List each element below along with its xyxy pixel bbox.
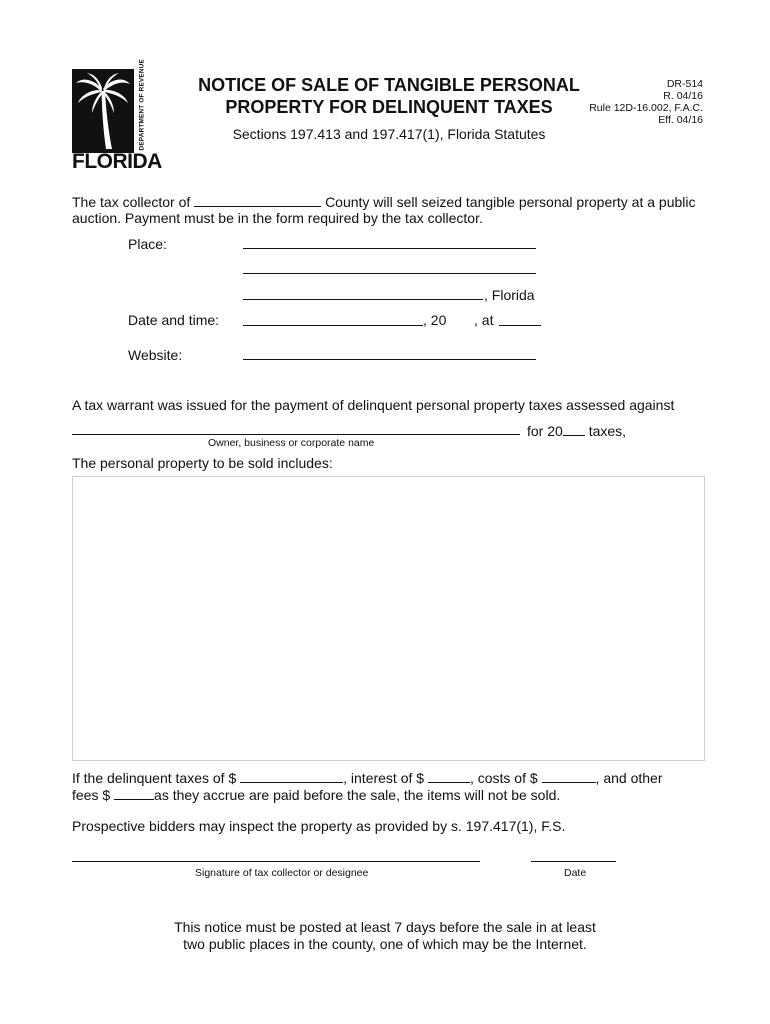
website-label: Website: [128,347,183,363]
statutes-subtitle: Sections 197.413 and 197.417(1), Florida Statutes [232,126,546,142]
posting-notice-line-2: two public places in the county, one of which may be the Internet. [183,936,587,952]
date-field[interactable] [243,325,423,326]
at-label: , at [474,312,494,328]
interest-label: , interest of $ [343,770,425,786]
intro-line-1 [72,193,696,211]
for-year-label: for 20 [527,423,563,439]
department-label [134,59,146,153]
page-title [180,74,598,118]
posting-notice [160,919,610,953]
costs-field[interactable] [542,769,596,783]
owner-caption: Owner, business or corporate name [208,437,375,449]
date-caption: Date [564,867,587,879]
signature-field[interactable] [72,861,480,862]
fees-line-1 [72,769,662,787]
taxes-label: taxes, [588,423,627,439]
date-time-label: Date and time: [128,312,220,328]
year-label: , 20 [423,312,447,328]
form-number-block [560,78,703,126]
state-wordmark: FLORIDA [72,150,162,173]
other-fees-label: fees $ [72,787,111,803]
warrant-text: A tax warrant was issued for the payment of delinquent personal property taxes assessed against [72,397,675,413]
form-number: DR-514 [666,78,703,90]
intro-prefix: The tax collector of [72,194,191,210]
florida-label: , Florida [484,287,535,303]
date-signed-field[interactable] [531,861,616,862]
time-field[interactable] [499,325,541,326]
delinquent-taxes-label: If the delinquent taxes of $ [72,770,237,786]
intro-line-2: auction. Payment must be in the form required by the tax collector. [72,210,483,226]
website-field[interactable] [243,359,536,360]
owner-field[interactable] [72,434,520,435]
tax-year-row [527,422,626,440]
other-label: , and other [595,770,663,786]
posting-notice-line-1: This notice must be posted at least 7 days before the sale in at least [174,919,596,935]
property-list-box[interactable] [72,476,705,761]
department-text: DEPARTMENT OF REVENUE [138,59,146,151]
signature-caption: Signature of tax collector or designee [195,867,369,879]
intro-suffix: County will sell seized tangible personal property at a public [325,194,696,210]
inspect-text: Prospective bidders may inspect the property as provided by s. 197.417(1), F.S. [72,818,566,834]
place-field-2[interactable] [243,273,536,274]
florida-dor-logo [72,69,134,153]
place-label: Place: [128,236,167,252]
other-fees-field[interactable] [114,786,154,800]
fees-line-2 [72,786,560,804]
place-field-3[interactable] [243,299,483,300]
form-revision: R. 04/16 [663,90,703,102]
delinquent-taxes-field[interactable] [240,769,343,783]
form-rule: Rule 12D-16.002, F.A.C. [589,102,703,114]
title-line-1: NOTICE OF SALE OF TANGIBLE PERSONAL [198,75,580,95]
costs-label: , costs of $ [469,770,538,786]
palm-tree-icon [72,69,134,153]
title-line-2: PROPERTY FOR DELINQUENT TAXES [225,97,553,117]
interest-field[interactable] [428,769,470,783]
county-field[interactable] [194,193,321,207]
form-effective: Eff. 04/16 [658,114,703,126]
tax-year-field[interactable] [563,422,585,436]
property-label: The personal property to be sold includes: [72,455,333,471]
fees-condition-text: as they accrue are paid before the sale, the items will not be sold. [154,787,561,803]
place-field-1[interactable] [243,248,536,249]
